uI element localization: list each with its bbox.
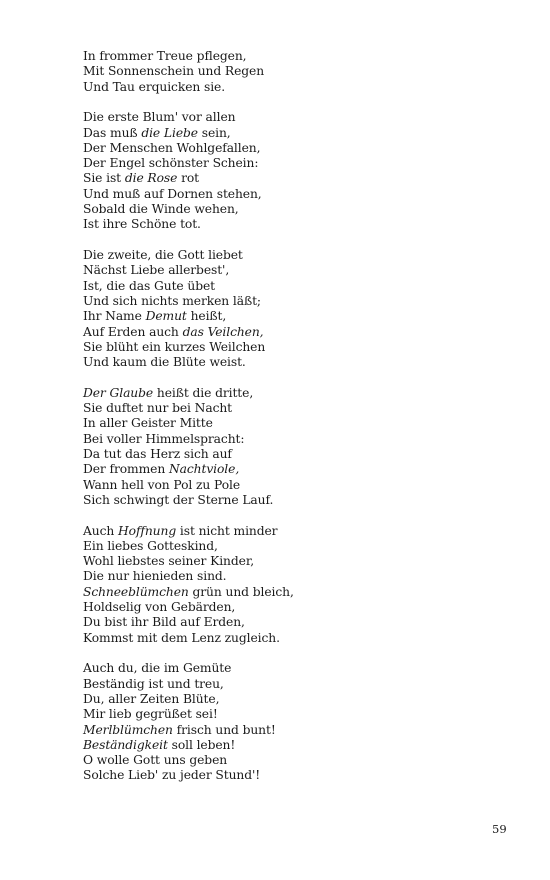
line-text: sein, (197, 125, 231, 140)
poem-line (83, 217, 523, 232)
poem-line (83, 386, 523, 401)
emphasized-text: Beständigkeit (83, 737, 168, 752)
line-text: Sich schwingt der Sterne Lauf. (83, 492, 274, 507)
poem-line (83, 554, 523, 569)
poem-line (83, 156, 523, 171)
line-text: Sie ist (83, 171, 125, 186)
poem-line (83, 80, 523, 95)
emphasized-text: Hoffnung (118, 523, 177, 538)
line-text: Der Menschen Wohlgefallen, (83, 140, 261, 155)
poem-line (83, 416, 523, 431)
line-text: Mir lieb gegrüßet sei! (83, 707, 218, 722)
line-text: Da tut das Herz sich auf (83, 447, 232, 461)
poem-text (83, 49, 523, 799)
poem-line (83, 753, 523, 768)
poem-line (83, 49, 523, 64)
line-text: Wohl liebstes seiner Kinder, (83, 554, 255, 569)
poem-line (83, 126, 523, 141)
line-text: Holdselig von Gebärden, (83, 600, 236, 615)
poem-line (83, 462, 523, 477)
poem-line (83, 279, 523, 294)
poem-line (83, 539, 523, 554)
line-text: Beständig ist und treu, (83, 676, 224, 691)
stanza (83, 248, 523, 370)
line-text: Du, aller Zeiten Blüte, (83, 691, 220, 706)
poem-line (83, 294, 523, 309)
poem-line (83, 355, 523, 370)
line-text: Bei voller Himmelspracht: (83, 431, 245, 446)
line-text: Ein liebes Gotteskind, (83, 538, 218, 553)
line-text: Kommst mit dem Lenz zugleich. (83, 630, 280, 645)
line-text: Ihr Name (83, 309, 146, 324)
line-text: Wann hell von Pol zu Pole (83, 477, 241, 492)
poem-line (83, 723, 523, 738)
stanza (83, 386, 523, 508)
line-text: Und muß auf Dornen stehen, (83, 186, 262, 201)
poem-line (83, 478, 523, 493)
line-text: Die nur hienieden sind. (83, 569, 227, 584)
poem-line (83, 248, 523, 263)
line-text: Der Engel schönster Schein: (83, 156, 259, 171)
poem-line (83, 340, 523, 355)
poem-line (83, 569, 523, 584)
poem-line (83, 110, 523, 125)
line-text: Und sich nichts merken läßt; (83, 293, 261, 308)
line-text: In aller Geister Mitte (83, 416, 213, 431)
poem-line (83, 432, 523, 447)
poem-line (83, 493, 523, 508)
line-text: In frommer Treue pflegen, (83, 49, 247, 63)
page-number: 59 (492, 822, 507, 836)
poem-line (83, 738, 523, 753)
line-text: Und Tau erquicken sie. (83, 79, 226, 94)
poem-line (83, 171, 523, 186)
stanza (83, 49, 523, 95)
poem-line (83, 631, 523, 646)
line-text: Mit Sonnenschein und Regen (83, 64, 265, 79)
line-text: Du bist ihr Bild auf Erden, (83, 615, 245, 630)
line-text: Ist ihre Schöne tot. (83, 217, 201, 232)
poem-line (83, 677, 523, 692)
line-text: Sobald die Winde wehen, (83, 202, 239, 217)
poem-line (83, 600, 523, 615)
poem-line (83, 447, 523, 462)
line-text: soll leben! (167, 737, 236, 752)
line-text: Das muß (83, 125, 142, 140)
poem-line (83, 325, 523, 340)
poem-line (83, 202, 523, 217)
line-text: Die zweite, die Gott liebet (83, 248, 243, 263)
line-text: Ist, die das Gute übet (83, 278, 216, 293)
poem-line (83, 309, 523, 324)
poem-line (83, 141, 523, 156)
poem-line (83, 524, 523, 539)
emphasized-text: die Liebe (141, 125, 198, 140)
line-text: Auch (83, 523, 119, 538)
poem-line (83, 692, 523, 707)
poem-line (83, 615, 523, 630)
poem-line (83, 768, 523, 783)
emphasized-text: Demut (145, 309, 187, 324)
poem-line (83, 401, 523, 416)
stanza (83, 524, 523, 646)
line-text: Nächst Liebe allerbest', (83, 263, 230, 278)
emphasized-text: das Veilchen, (182, 324, 264, 339)
line-text: Die erste Blum' vor allen (83, 110, 236, 125)
line-text: Der frommen (83, 462, 169, 477)
stanza (83, 110, 523, 232)
line-text: Auf Erden auch (83, 324, 183, 339)
poem-line (83, 187, 523, 202)
line-text: rot (177, 171, 200, 186)
line-text: Solche Lieb' zu jeder Stund'! (83, 768, 261, 783)
line-text: heißt, (186, 309, 227, 324)
emphasized-text: Der Glaube (83, 385, 154, 400)
emphasized-text: Schneeblümchen (83, 584, 189, 599)
line-text: Sie duftet nur bei Nacht (83, 401, 233, 416)
emphasized-text: Merlblümchen (83, 722, 173, 737)
line-text: Auch du, die im Gemüte (83, 661, 232, 676)
poem-line (83, 707, 523, 722)
line-text: Und kaum die Blüte weist. (83, 355, 246, 370)
poem-line (83, 64, 523, 79)
poem-line (83, 661, 523, 676)
emphasized-text: die Rose (124, 171, 178, 186)
line-text: frisch und bunt! (172, 722, 276, 737)
line-text: ist nicht minder (176, 523, 278, 538)
line-text: grün und bleich, (188, 584, 294, 599)
line-text: O wolle Gott uns geben (83, 753, 228, 768)
line-text: Sie blüht ein kurzes Weilchen (83, 339, 266, 354)
line-text: heißt die dritte, (153, 385, 254, 400)
poem-line (83, 585, 523, 600)
stanza (83, 661, 523, 783)
poem-line (83, 263, 523, 278)
emphasized-text: Nachtviole, (168, 462, 240, 477)
